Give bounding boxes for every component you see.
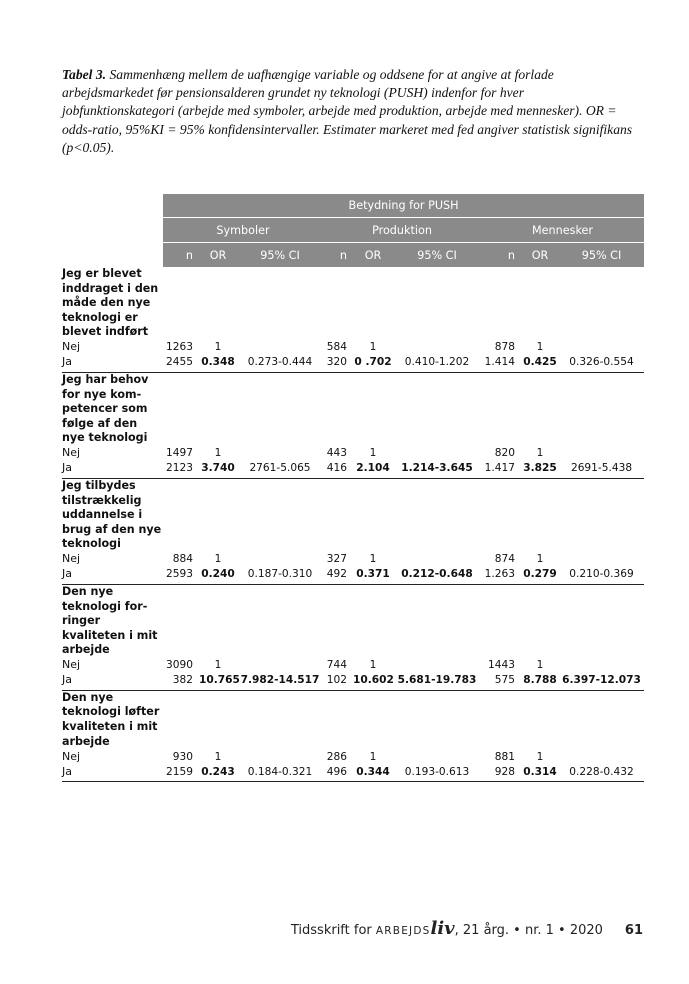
cell-or: 10.765 (199, 673, 237, 691)
answer-label-nej: Nej (62, 552, 81, 566)
group-produktion: Produktion (323, 218, 481, 243)
cell-or: 0.243 (199, 764, 237, 782)
cell-ci: 0.210-0.369 (559, 567, 644, 585)
cell-ci: 2691-5.438 (559, 461, 644, 479)
cell-n: 1263 (166, 341, 193, 354)
cell-or: 0.371 (353, 567, 393, 585)
cell-or: 1 (369, 750, 377, 763)
table-row-ja (62, 567, 644, 585)
cell-ci: 0.187-0.310 (237, 567, 323, 585)
question-label: Jeg har behov for nye kompetencer som følge af den nye teknologi (62, 372, 149, 445)
answer-label-ja: Ja (62, 355, 163, 373)
cell-or: 1 (214, 659, 222, 672)
page-number: 61 (624, 923, 643, 938)
question-row (62, 267, 644, 340)
col-header-or: OR (521, 243, 559, 268)
answer-label-nej: Nej (62, 749, 81, 763)
col-header-ci: 95% CI (237, 243, 323, 268)
cell-or: 1 (214, 553, 222, 566)
answer-label-ja: Ja (62, 764, 163, 782)
cell-or: 0.425 (521, 355, 559, 373)
caption-text: Sammenhæng mellem de uafhængige variable og oddsene for at angive at forlade arbejdsmarkedet før pensionsalderen grundet ny teknologi (PUSH) indenfor for hver jobfunktionskategori (arbejde med symboler, arbejde med produktion, arbejde med mennesker). OR = odds-ratio, 95%KI = 95% konfidensintervaller. Estimater markeret med fed angiver statistisk signifikans (p<0.05). (62, 67, 633, 155)
results-table (62, 194, 644, 782)
cell-ci: 0.193-0.613 (393, 764, 481, 782)
cell-ci: 5.681-19.783 (393, 673, 481, 691)
journal-issue: , 21 årg. • nr. 1 • 2020 (454, 923, 603, 938)
cell-n: 930 (172, 750, 193, 763)
cell-n: 820 (494, 447, 515, 460)
cell-n: 416 (323, 461, 353, 479)
cell-n: 744 (326, 659, 347, 672)
cell-ci: 0.212-0.648 (393, 567, 481, 585)
cell-ci: 1.214-3.645 (393, 461, 481, 479)
cell-ci: 0.184-0.321 (237, 764, 323, 782)
table-row-nej (62, 749, 644, 764)
cell-n: 327 (326, 553, 347, 566)
cell-or: 1 (369, 659, 377, 672)
cell-or: 1 (214, 447, 222, 460)
cell-n: 2455 (163, 355, 199, 373)
cell-or: 3.740 (199, 461, 237, 479)
journal-prefix: Tidsskrift for (290, 923, 376, 938)
cell-n: 3090 (166, 659, 193, 672)
cell-ci (559, 552, 644, 567)
cell-ci (393, 340, 481, 355)
cell-ci (237, 552, 323, 567)
cell-ci (559, 340, 644, 355)
cell-or: 3.825 (521, 461, 559, 479)
cell-n: 2159 (163, 764, 199, 782)
cell-or: 0.240 (199, 567, 237, 585)
table-caption (62, 66, 634, 157)
cell-or: 1 (369, 341, 377, 354)
cell-n: 382 (163, 673, 199, 691)
cell-ci: 2761-5.065 (237, 461, 323, 479)
cell-or: 1 (214, 750, 222, 763)
cell-ci (559, 658, 644, 673)
caption-label: Tabel 3. (62, 67, 107, 82)
cell-or: 2.104 (353, 461, 393, 479)
journal-caps: ARBEJDS (375, 925, 431, 937)
page-footer (291, 918, 643, 939)
question-row (62, 372, 644, 445)
cell-or: 0.314 (521, 764, 559, 782)
cell-ci: 6.397-12.073 (559, 673, 644, 691)
cell-n: 1.414 (481, 355, 521, 373)
header-corner (62, 194, 163, 218)
answer-label-nej: Nej (62, 446, 81, 460)
cell-or: 0.344 (353, 764, 393, 782)
cell-ci (237, 446, 323, 461)
cell-n: 884 (172, 553, 193, 566)
question-label: Jeg er blevet inddraget i den måde den nye teknologi er blevet indført (62, 267, 159, 339)
cell-ci (393, 446, 481, 461)
cell-n: 320 (323, 355, 353, 373)
table-row-ja (62, 461, 644, 479)
cell-n: 1.417 (481, 461, 521, 479)
cell-ci (393, 552, 481, 567)
cell-ci (393, 658, 481, 673)
cell-or: 0 .702 (353, 355, 393, 373)
answer-label-ja: Ja (62, 567, 163, 585)
group-symboler: Symboler (163, 218, 323, 243)
cell-ci: 0.273-0.444 (237, 355, 323, 373)
cell-ci (237, 340, 323, 355)
group-header: Betydning for PUSH (163, 194, 644, 218)
cell-or: 1 (369, 447, 377, 460)
question-label: Jeg tilbydes tilstrækkelig uddannelse i brug af den nye teknologi (62, 478, 162, 551)
table-row-nej (62, 340, 644, 355)
cell-n: 1.263 (481, 567, 521, 585)
group-mennesker: Mennesker (481, 218, 644, 243)
cell-n: 1497 (166, 447, 193, 460)
answer-label-ja: Ja (62, 673, 163, 691)
question-row (62, 478, 644, 551)
cell-n: 928 (481, 764, 521, 782)
cell-n: 286 (326, 750, 347, 763)
cell-n: 443 (326, 447, 347, 460)
journal-logo-script: liv (430, 918, 455, 939)
cell-n: 584 (326, 341, 347, 354)
cell-n: 2123 (163, 461, 199, 479)
cell-n: 874 (494, 553, 515, 566)
answer-label-ja: Ja (62, 461, 163, 479)
cell-ci: 0.410-1.202 (393, 355, 481, 373)
col-header-or: OR (199, 243, 237, 268)
cell-ci (559, 749, 644, 764)
col-header-or: OR (353, 243, 393, 268)
cell-ci (237, 658, 323, 673)
answer-label-nej: Nej (62, 340, 81, 354)
cell-or: 1 (214, 341, 222, 354)
cell-ci (237, 749, 323, 764)
cell-n: 1443 (488, 659, 515, 672)
cell-n: 102 (323, 673, 353, 691)
question-label: Den nye teknologi forringer kvaliteten i mit arbejde (62, 584, 158, 657)
table-row-nej (62, 658, 644, 673)
answer-label-nej: Nej (62, 658, 81, 672)
cell-n: 2593 (163, 567, 199, 585)
cell-n: 881 (494, 750, 515, 763)
question-label: Den nye teknologi løfter kvaliteten i mit arbejde (62, 690, 160, 748)
table-row-nej (62, 446, 644, 461)
cell-or: 0.348 (199, 355, 237, 373)
col-header-n: n (163, 243, 199, 268)
cell-or: 1 (536, 553, 544, 566)
cell-ci: 0.228-0.432 (559, 764, 644, 782)
question-row (62, 584, 644, 657)
cell-or: 8.788 (521, 673, 559, 691)
col-header-n: n (323, 243, 353, 268)
cell-ci: 7.982-14.517 (237, 673, 323, 691)
col-header-ci: 95% CI (393, 243, 481, 268)
cell-or: 10.602 (353, 673, 393, 691)
cell-ci (393, 749, 481, 764)
cell-n: 575 (481, 673, 521, 691)
cell-or: 1 (536, 447, 544, 460)
question-row (62, 690, 644, 749)
cell-n: 878 (494, 341, 515, 354)
table-row-ja (62, 355, 644, 373)
cell-n: 496 (323, 764, 353, 782)
cell-or: 0.279 (521, 567, 559, 585)
table-row-ja (62, 673, 644, 691)
col-header-n: n (481, 243, 521, 268)
cell-or: 1 (536, 659, 544, 672)
cell-or: 1 (536, 750, 544, 763)
cell-or: 1 (536, 341, 544, 354)
table-row-nej (62, 552, 644, 567)
cell-n: 492 (323, 567, 353, 585)
col-header-ci: 95% CI (559, 243, 644, 268)
cell-ci: 0.326-0.554 (559, 355, 644, 373)
table-row-ja (62, 764, 644, 782)
cell-ci (559, 446, 644, 461)
cell-or: 1 (369, 553, 377, 566)
